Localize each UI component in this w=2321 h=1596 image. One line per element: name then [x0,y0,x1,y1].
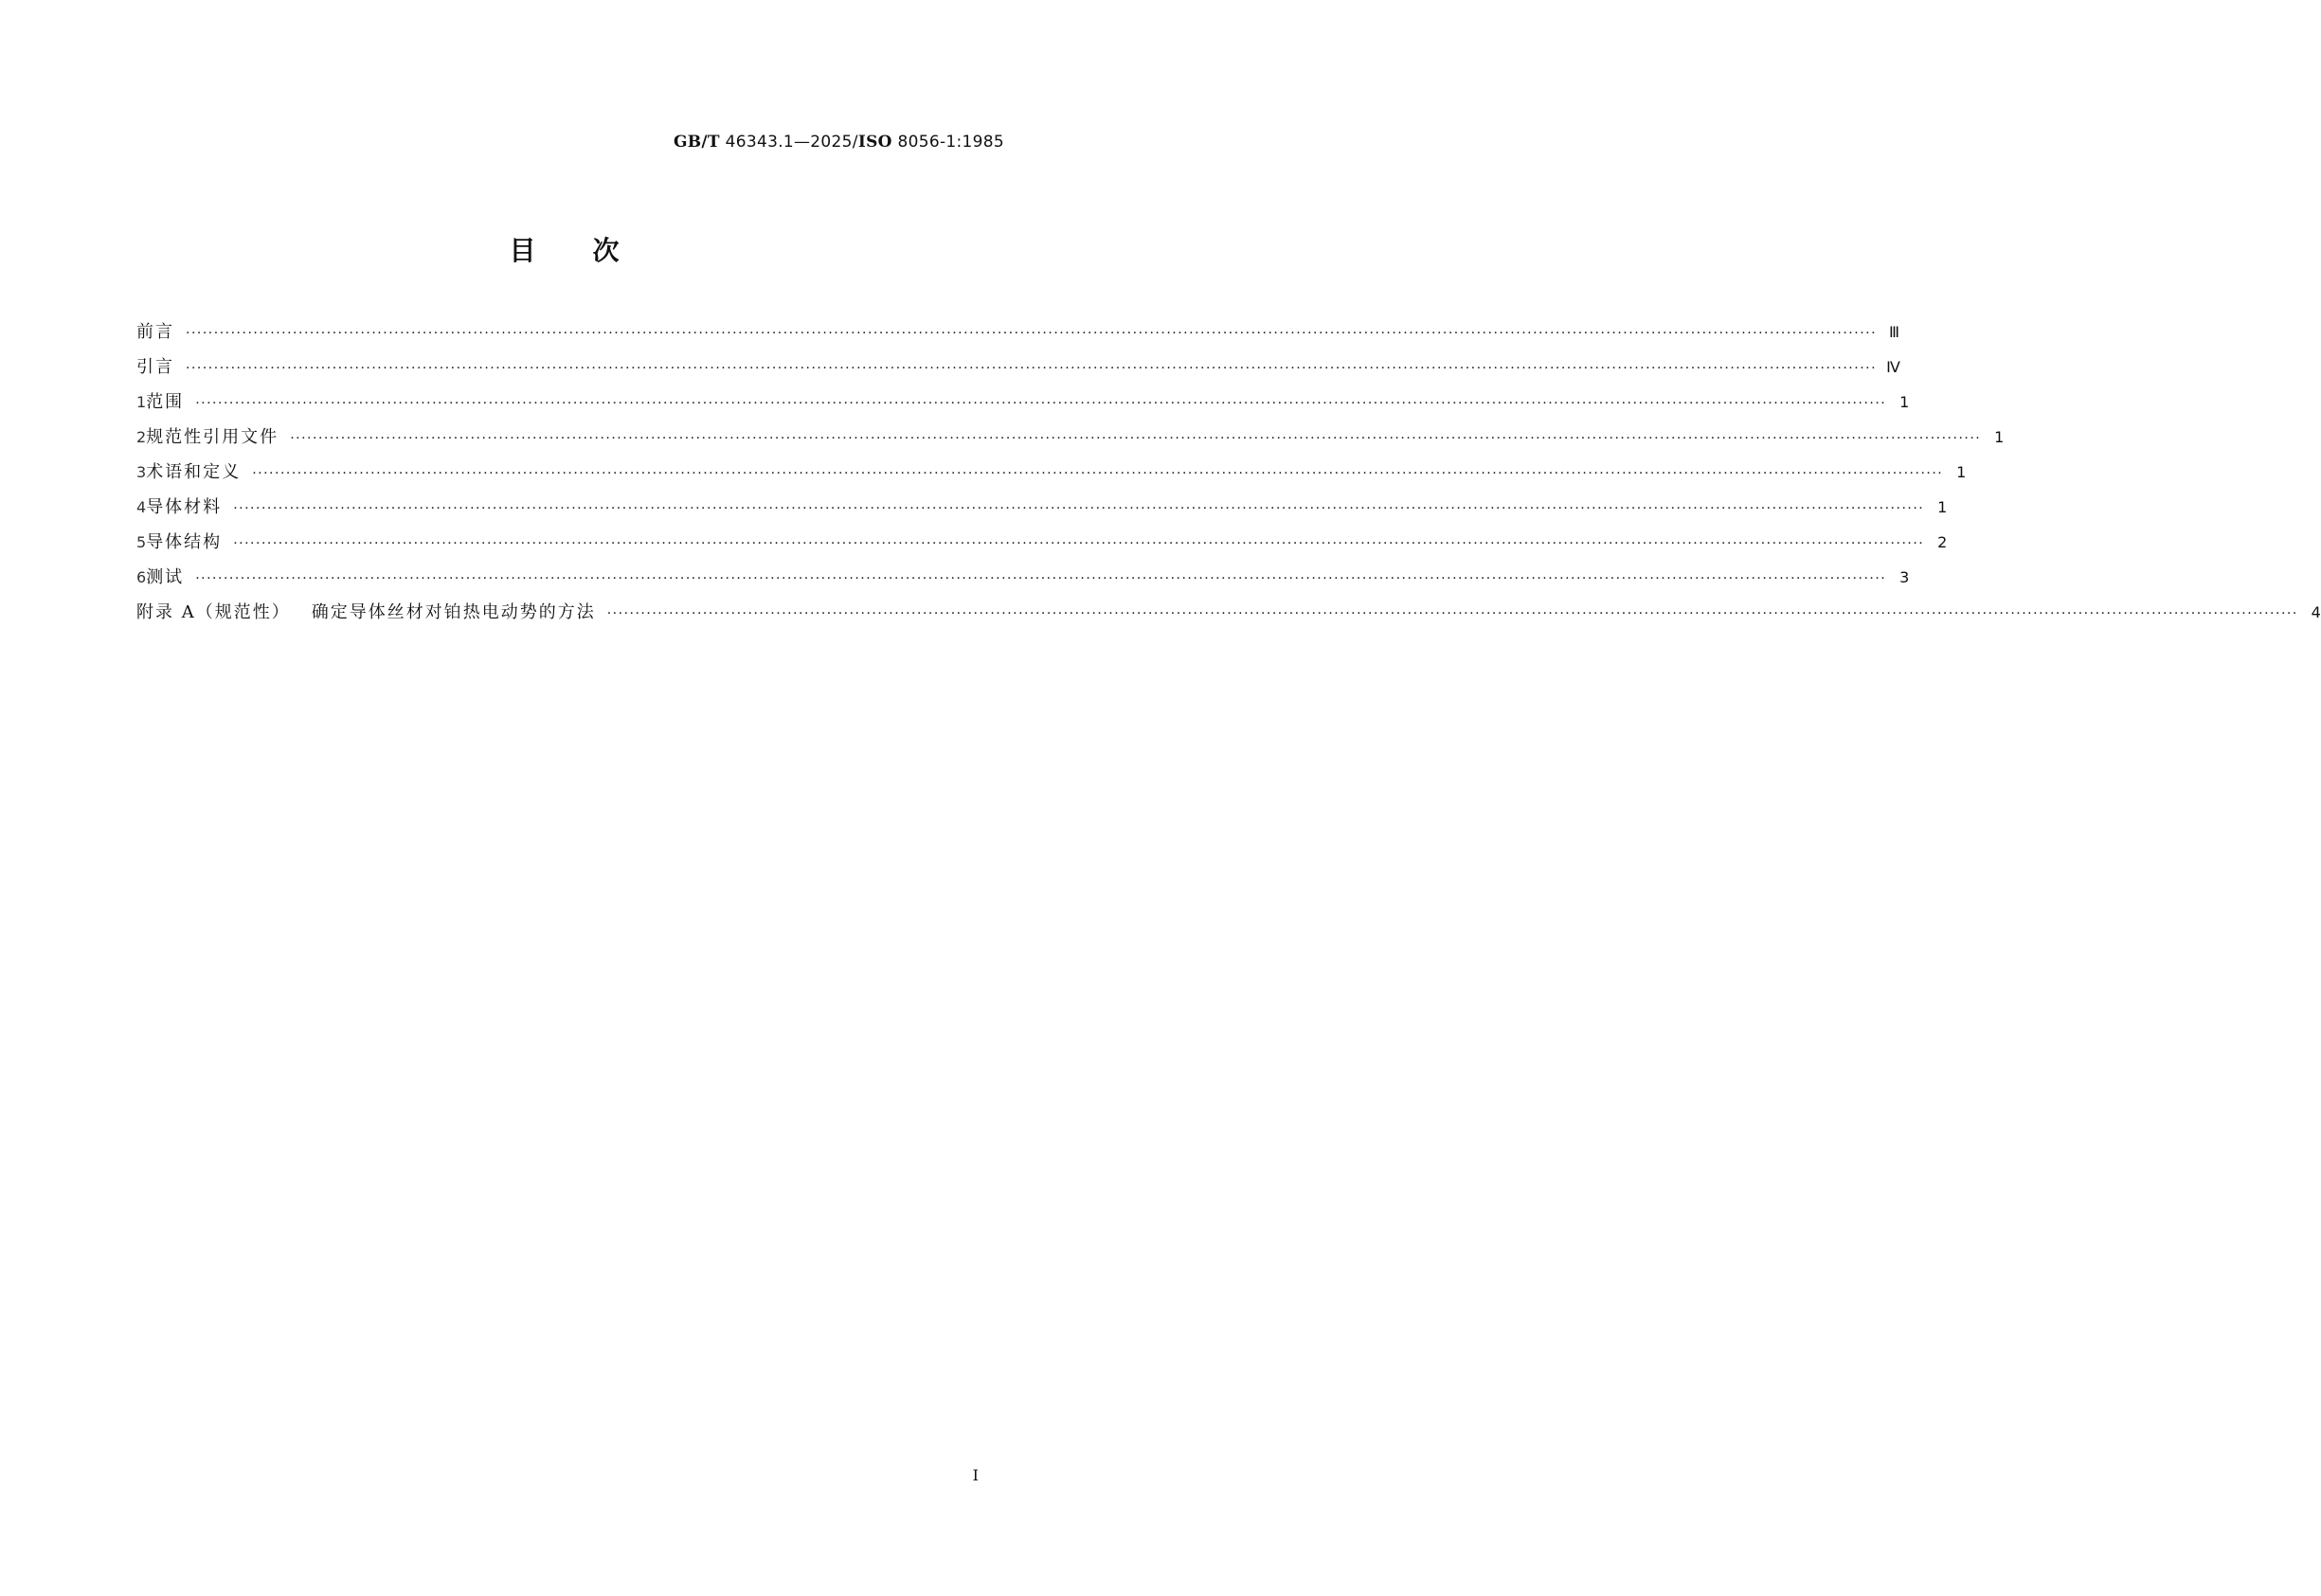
standard-number: 46343.1—2025/ [725,133,858,152]
toc-leader: ············································································································································································································································································································ [195,571,1887,586]
toc-label: 引言 [136,357,174,377]
iso-number: 8056-1:1985 [897,133,1004,152]
toc-entry-normative-references[interactable] [136,423,2005,458]
toc-leader: ············································································································································································································································································································ [186,326,1878,341]
annex-label [136,599,596,623]
toc-leader: ············································································································································································································································································································ [195,396,1887,411]
toc-label: 导体材料 [146,497,223,517]
toc-page: 3 [1899,568,1910,586]
toc-page: Ⅳ [1886,358,1900,376]
toc-label: 规范性引用文件 [146,427,279,447]
annex-title: 确定导体丝材对铂热电动势的方法 [311,602,596,622]
toc-label: 范围 [146,392,185,412]
toc-page: 1 [1937,498,1948,516]
toc-leader: ············································································································································································································································································································ [252,466,1944,481]
toc-entry-terms-definitions[interactable] [136,458,1967,493]
toc-page: 4 [2311,603,2321,621]
toc-entry-scope[interactable] [136,388,1910,423]
toc-entry-foreword[interactable] [136,318,1900,353]
toc-page: 1 [1956,463,1967,481]
toc-number: 4 [136,498,147,516]
toc-label: 术语和定义 [146,462,242,482]
toc-number: 6 [136,568,147,586]
toc-entry-introduction[interactable] [136,353,1900,388]
toc-number: 2 [136,428,147,446]
toc-leader: ············································································································································································································································································································ [233,501,1925,516]
toc-number: 5 [136,533,147,551]
toc-page: 1 [1899,393,1910,411]
toc-page: Ⅲ [1889,323,1900,341]
toc-page: 2 [1937,533,1948,551]
toc-leader: ············································································································································································································································································································ [290,431,1982,446]
toc-number: 1 [136,393,147,411]
toc-leader: ············································································································································································································································································································ [186,361,1878,376]
page-folio: Ⅰ [972,1466,979,1484]
toc-entry-conductor-construction[interactable] [136,529,1948,564]
toc-number: 3 [136,463,147,481]
toc-label: 导体结构 [146,532,223,552]
toc-entry-annex-a[interactable] [136,599,2321,634]
iso-prefix: ISO [857,133,892,152]
standard-prefix: GB/T [673,133,720,152]
toc-entry-tests[interactable] [136,564,1910,599]
toc-page: 1 [1994,428,2005,446]
annex-designation: 附录 A（规范性） [136,602,291,622]
page-title: 目次 [509,235,676,266]
toc-entry-conductor-materials[interactable] [136,493,1948,529]
toc-leader: ············································································································································································································································································································ [233,536,1925,551]
table-of-contents [136,318,2321,634]
toc-leader: ············································································································································································································································································································ [606,606,2298,621]
standard-code [674,133,1004,152]
toc-label: 前言 [136,322,174,342]
toc-label: 测试 [146,567,185,587]
